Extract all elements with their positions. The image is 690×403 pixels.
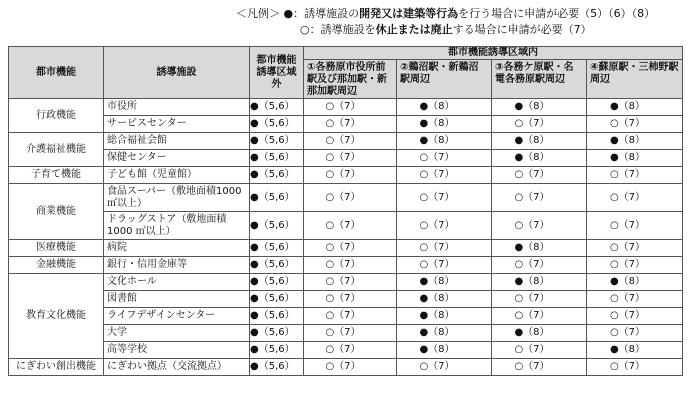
header-area-1: ①各務原市役所前駅及び那加駅・新那加駅周辺 bbox=[304, 60, 397, 99]
outside-requirement-cell: ●（5,6） bbox=[250, 99, 304, 116]
area-3-requirement-cell: ○（7） bbox=[492, 257, 587, 274]
facility-cell: 文化ホール bbox=[104, 274, 250, 291]
table-row bbox=[9, 308, 683, 325]
outside-requirement-cell: ●（5,6） bbox=[250, 184, 304, 212]
facility-cell: 子ども館（児童館） bbox=[104, 167, 250, 184]
table-row bbox=[9, 133, 683, 150]
table-row bbox=[9, 359, 683, 376]
outside-requirement-cell: ●（5,6） bbox=[250, 257, 304, 274]
table-header bbox=[9, 47, 683, 99]
area-3-requirement-cell: ○（7） bbox=[492, 308, 587, 325]
table-row bbox=[9, 212, 683, 240]
area-2-requirement-cell: ●（8） bbox=[397, 116, 492, 133]
facility-cell: 市役所 bbox=[104, 99, 250, 116]
area-3-requirement-cell: ○（7） bbox=[492, 116, 587, 133]
header-area-2: ②鵜沼駅・新鵜沼駅周辺 bbox=[397, 60, 492, 99]
area-3-requirement-cell: ○（7） bbox=[492, 342, 587, 359]
facility-cell: 大学 bbox=[104, 325, 250, 342]
function-cell: 医療機能 bbox=[9, 240, 104, 257]
table-row bbox=[9, 257, 683, 274]
legend-line1-bold: 開発又は建築等行為 bbox=[359, 7, 459, 20]
table-row bbox=[9, 274, 683, 291]
area-4-requirement-cell: ○（7） bbox=[587, 308, 683, 325]
area-2-requirement-cell: ●（8） bbox=[397, 308, 492, 325]
area-2-requirement-cell: ○（7） bbox=[397, 257, 492, 274]
area-1-requirement-cell: ○（7） bbox=[304, 150, 397, 167]
outside-requirement-cell: ●（5,6） bbox=[250, 150, 304, 167]
outside-requirement-cell: ●（5,6） bbox=[250, 167, 304, 184]
area-1-requirement-cell: ○（7） bbox=[304, 240, 397, 257]
legend-line1-suffix: を行う場合に申請が必要（5）（6）（8） bbox=[458, 7, 656, 20]
facility-cell: 食品スーパー（敷地面積1000 ㎡以上） bbox=[104, 184, 250, 212]
area-3-requirement-cell: ○（7） bbox=[492, 184, 587, 212]
legend-line-2 bbox=[236, 22, 686, 38]
area-3-requirement-cell: ●（8） bbox=[492, 325, 587, 342]
area-4-requirement-cell: ●（8） bbox=[587, 150, 683, 167]
area-4-requirement-cell: ○（7） bbox=[587, 212, 683, 240]
area-1-requirement-cell: ○（7） bbox=[304, 342, 397, 359]
function-cell: 金融機能 bbox=[9, 257, 104, 274]
table-row bbox=[9, 342, 683, 359]
area-4-requirement-cell: ○（7） bbox=[587, 257, 683, 274]
facility-cell: ライフデザインセンター bbox=[104, 308, 250, 325]
legend-line1-prefix: ●：誘導施設の bbox=[283, 7, 360, 20]
area-1-requirement-cell: ○（7） bbox=[304, 116, 397, 133]
area-4-requirement-cell: ○（7） bbox=[587, 359, 683, 376]
area-2-requirement-cell: ○（7） bbox=[397, 184, 492, 212]
area-1-requirement-cell: ○（7） bbox=[304, 274, 397, 291]
table-row bbox=[9, 240, 683, 257]
header-function: 都市機能 bbox=[9, 47, 104, 99]
area-3-requirement-cell: ●（8） bbox=[492, 133, 587, 150]
table-row bbox=[9, 184, 683, 212]
area-4-requirement-cell: ○（7） bbox=[587, 240, 683, 257]
function-cell: 行政機能 bbox=[9, 99, 104, 133]
facility-cell: 高等学校 bbox=[104, 342, 250, 359]
header-area-3: ③各務ケ原駅・名電各務原駅周辺 bbox=[492, 60, 587, 99]
function-cell: 教育文化機能 bbox=[9, 274, 104, 359]
area-2-requirement-cell: ●（8） bbox=[397, 342, 492, 359]
area-2-requirement-cell: ○（7） bbox=[397, 240, 492, 257]
outside-requirement-cell: ●（5,6） bbox=[250, 133, 304, 150]
area-3-requirement-cell: ●（8） bbox=[492, 150, 587, 167]
legend-line2-suffix: する場合に申請が必要（7） bbox=[452, 23, 592, 36]
area-4-requirement-cell: ○（7） bbox=[587, 184, 683, 212]
facility-cell: 銀行・信用金庫等 bbox=[104, 257, 250, 274]
area-1-requirement-cell: ○（7） bbox=[304, 308, 397, 325]
area-3-requirement-cell: ○（7） bbox=[492, 291, 587, 308]
area-2-requirement-cell: ●（8） bbox=[397, 133, 492, 150]
function-cell: 子育て機能 bbox=[9, 167, 104, 184]
facility-cell: ドラッグストア（敷地面積1000 ㎡以上） bbox=[104, 212, 250, 240]
table-row bbox=[9, 116, 683, 133]
area-3-requirement-cell: ○（7） bbox=[492, 167, 587, 184]
outside-requirement-cell: ●（5,6） bbox=[250, 116, 304, 133]
area-4-requirement-cell: ●（8） bbox=[587, 99, 683, 116]
area-3-requirement-cell: ○（7） bbox=[492, 212, 587, 240]
outside-requirement-cell: ●（5,6） bbox=[250, 308, 304, 325]
area-3-requirement-cell: ●（8） bbox=[492, 99, 587, 116]
table-row bbox=[9, 99, 683, 116]
area-1-requirement-cell: ○（7） bbox=[304, 359, 397, 376]
header-outside: 都市機能誘導区域外 bbox=[250, 47, 304, 99]
area-4-requirement-cell: ●（8） bbox=[587, 274, 683, 291]
area-2-requirement-cell: ○（7） bbox=[397, 167, 492, 184]
table-row bbox=[9, 325, 683, 342]
table-row bbox=[9, 167, 683, 184]
area-4-requirement-cell: ○（7） bbox=[587, 116, 683, 133]
facility-table bbox=[8, 46, 683, 376]
function-cell: 介護福祉機能 bbox=[9, 133, 104, 167]
area-1-requirement-cell: ○（7） bbox=[304, 184, 397, 212]
outside-requirement-cell: ●（5,6） bbox=[250, 240, 304, 257]
legend bbox=[236, 6, 686, 38]
area-2-requirement-cell: ●（8） bbox=[397, 291, 492, 308]
area-1-requirement-cell: ○（7） bbox=[304, 291, 397, 308]
area-2-requirement-cell: ●（8） bbox=[397, 99, 492, 116]
area-1-requirement-cell: ○（7） bbox=[304, 133, 397, 150]
legend-line2-bold: 休止または廃止 bbox=[375, 23, 453, 36]
table-row bbox=[9, 291, 683, 308]
legend-line-1 bbox=[236, 6, 686, 22]
area-2-requirement-cell: ○（7） bbox=[397, 150, 492, 167]
area-3-requirement-cell: ●（8） bbox=[492, 274, 587, 291]
table-body bbox=[9, 99, 683, 376]
outside-requirement-cell: ●（5,6） bbox=[250, 274, 304, 291]
area-1-requirement-cell: ○（7） bbox=[304, 99, 397, 116]
facility-cell: 保健センター bbox=[104, 150, 250, 167]
facility-cell: にぎわい拠点（交流拠点） bbox=[104, 359, 250, 376]
area-1-requirement-cell: ○（7） bbox=[304, 212, 397, 240]
area-3-requirement-cell: ○（7） bbox=[492, 359, 587, 376]
facility-cell: 総合福祉会館 bbox=[104, 133, 250, 150]
area-2-requirement-cell: ●（8） bbox=[397, 274, 492, 291]
outside-requirement-cell: ●（5,6） bbox=[250, 359, 304, 376]
legend-title: ＜凡例＞ bbox=[236, 7, 280, 20]
header-area-4: ④蘇原駅・三柿野駅周辺 bbox=[587, 60, 683, 99]
area-1-requirement-cell: ○（7） bbox=[304, 167, 397, 184]
facility-cell: 図書館 bbox=[104, 291, 250, 308]
area-4-requirement-cell: ○（7） bbox=[587, 325, 683, 342]
function-cell: にぎわい創出機能 bbox=[9, 359, 104, 376]
header-facility: 誘導施設 bbox=[104, 47, 250, 99]
outside-requirement-cell: ●（5,6） bbox=[250, 291, 304, 308]
area-2-requirement-cell: ○（7） bbox=[397, 359, 492, 376]
outside-requirement-cell: ●（5,6） bbox=[250, 212, 304, 240]
facility-cell: サービスセンター bbox=[104, 116, 250, 133]
area-2-requirement-cell: ○（7） bbox=[397, 212, 492, 240]
area-1-requirement-cell: ○（7） bbox=[304, 325, 397, 342]
facility-cell: 病院 bbox=[104, 240, 250, 257]
area-4-requirement-cell: ●（8） bbox=[587, 133, 683, 150]
legend-line2-prefix: ○：誘導施設を bbox=[300, 23, 376, 36]
table-row bbox=[9, 150, 683, 167]
function-cell: 商業機能 bbox=[9, 184, 104, 240]
area-1-requirement-cell: ○（7） bbox=[304, 257, 397, 274]
area-4-requirement-cell: ○（7） bbox=[587, 167, 683, 184]
outside-requirement-cell: ●（5,6） bbox=[250, 342, 304, 359]
header-inside: 都市機能誘導区域内 bbox=[304, 47, 683, 60]
area-3-requirement-cell: ●（8） bbox=[492, 240, 587, 257]
area-4-requirement-cell: ○（7） bbox=[587, 291, 683, 308]
area-4-requirement-cell: ●（8） bbox=[587, 342, 683, 359]
area-2-requirement-cell: ●（8） bbox=[397, 325, 492, 342]
outside-requirement-cell: ●（5,6） bbox=[250, 325, 304, 342]
